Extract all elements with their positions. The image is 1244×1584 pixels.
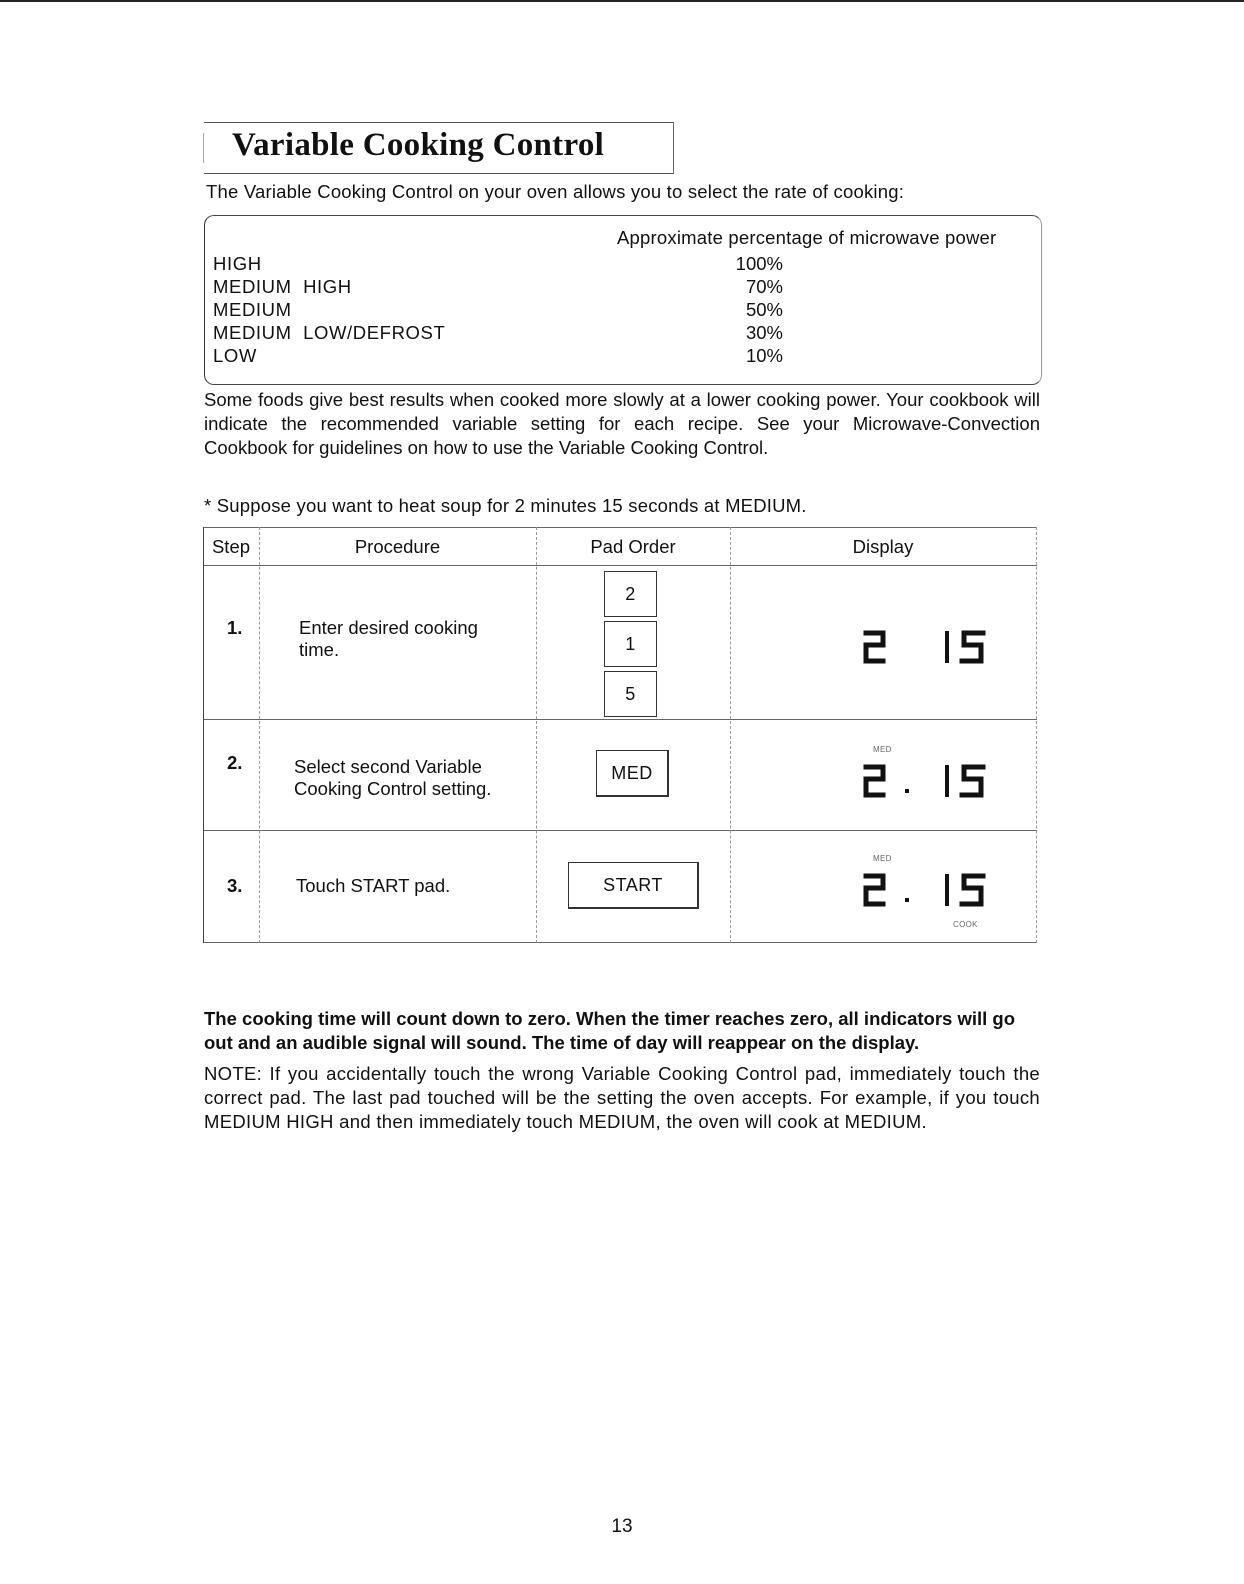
power-percent: 30% — [745, 322, 783, 343]
table-rule — [203, 830, 1037, 831]
power-level: MEDIUM HIGH — [213, 276, 352, 297]
power-row — [213, 322, 1033, 345]
digit-2 — [866, 633, 883, 661]
display-readout — [861, 759, 1001, 807]
med-indicator: MED — [873, 745, 892, 754]
step-number: 1. — [227, 617, 243, 638]
header-pad-order: Pad Order — [590, 536, 676, 557]
steps-table — [203, 527, 1037, 943]
table-rule — [203, 565, 1037, 566]
table-rule — [203, 527, 1037, 528]
header-procedure: Procedure — [354, 536, 441, 557]
step-number: 2. — [227, 752, 243, 773]
display-readout — [861, 625, 1001, 673]
decimal-dot — [905, 898, 909, 902]
table-rule — [536, 527, 537, 943]
body-paragraph: Some foods give best results when cooked more slowly at a lower cooking power. Your cookbook will indicate the recommended variable setting for each recipe. See your Microwave-Convection Cookbook for guidelines on how to use the Variable Cooking Control. — [204, 389, 1040, 458]
table-rule — [730, 527, 731, 943]
med-pad-button: MED — [596, 750, 669, 797]
power-row — [213, 253, 1033, 276]
page-title: Variable Cooking Control — [232, 127, 605, 163]
power-percent: 50% — [745, 299, 783, 320]
power-level: LOW — [213, 345, 257, 366]
digit-5 — [962, 876, 983, 904]
power-level: MEDIUM LOW/DEFROST — [213, 322, 446, 343]
power-percent: 100% — [735, 253, 783, 274]
top-rule — [0, 0, 1244, 2]
intro-text: The Variable Cooking Control on your oven allows you to select the rate of cooking: — [206, 181, 905, 202]
header-display: Display — [852, 536, 914, 557]
table-rule — [203, 942, 1037, 943]
power-level: MEDIUM — [213, 299, 292, 320]
header-step: Step — [211, 536, 251, 557]
med-indicator: MED — [873, 854, 892, 863]
power-level: HIGH — [213, 253, 262, 274]
power-table-header: Approximate percentage of microwave power — [617, 227, 997, 248]
pad-2-button: 2 — [604, 571, 657, 617]
note-paragraph: NOTE: If you accidentally touch the wrong Variable Cooking Control pad, immediately touch the correct pad. The last pad touched will be the setting the oven accepts. For example, if you touch MEDIUM HIGH and then immediately touch MEDIUM, the oven will cook at MEDIUM. — [204, 1063, 1040, 1132]
power-percent: 70% — [745, 276, 783, 297]
step-procedure: Enter desired cooking time. — [299, 617, 478, 660]
cook-indicator: COOK — [953, 920, 978, 929]
example-line: * Suppose you want to heat soup for 2 minutes 15 seconds at MEDIUM. — [204, 495, 807, 516]
title-box — [204, 122, 674, 174]
power-row — [213, 276, 1033, 299]
decimal-dot — [905, 789, 909, 793]
power-row — [213, 299, 1033, 322]
table-rule — [1036, 527, 1037, 943]
start-pad-button: START — [568, 862, 699, 909]
page-number: 13 — [611, 1516, 633, 1537]
step-number: 3. — [227, 875, 243, 896]
table-rule — [203, 719, 1037, 720]
countdown-paragraph: The cooking time will count down to zero. When the timer reaches zero, all indicators will go out and an audible signal will sound. The time of day will reappear on the display. — [204, 1008, 1016, 1053]
step-procedure: Touch START pad. — [296, 875, 451, 896]
power-row — [213, 345, 1033, 368]
digit-2 — [866, 767, 883, 795]
table-rule — [259, 527, 260, 943]
pad-5-button: 5 — [604, 671, 657, 717]
digit-5 — [962, 767, 983, 795]
digit-2 — [866, 876, 883, 904]
table-rule — [203, 527, 204, 943]
digit-5 — [962, 633, 983, 661]
pad-1-button: 1 — [604, 621, 657, 667]
display-readout — [861, 868, 1001, 916]
power-level-table — [204, 215, 1042, 385]
step-procedure: Select second Variable Cooking Control setting. — [294, 756, 492, 799]
power-percent: 10% — [745, 345, 783, 366]
